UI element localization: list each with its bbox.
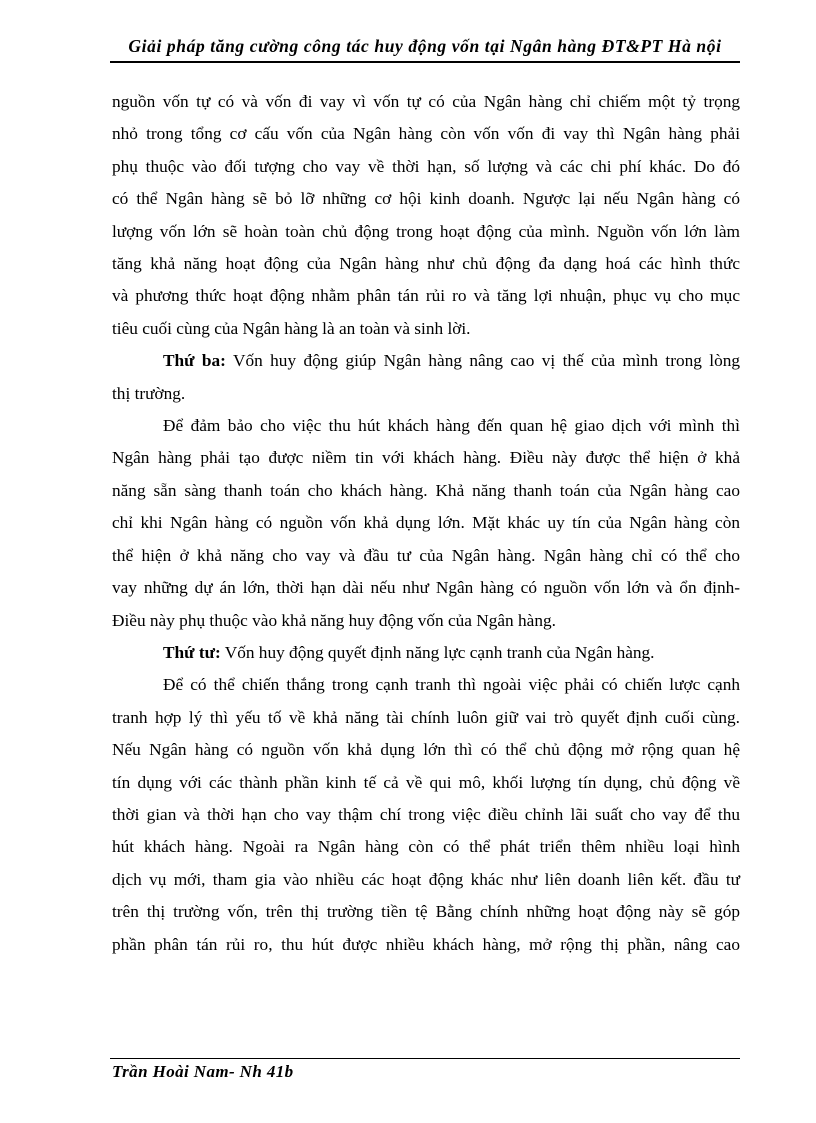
text-line xyxy=(112,345,740,377)
text-line: tăng khả năng hoạt động của Ngân hàng như chủ động đa dạng hoá các hình thức xyxy=(112,254,740,274)
text-line: Để đảm bảo cho việc thu hút khách hàng đến quan hệ giao dịch với mình thì xyxy=(163,416,740,436)
text-line: tiêu cuối cùng của Ngân hàng là an toàn và sinh lời. xyxy=(112,318,471,338)
text-line: nhỏ trong tổng cơ cấu vốn của Ngân hàng còn vốn vốn đi vay thì Ngân hàng phải xyxy=(112,124,740,144)
text-line: lượng vốn lớn sẽ hoàn toàn chủ động trong hoạt động của mình. Nguồn vốn lớn làm xyxy=(112,221,740,241)
heading-label-thu-tu: Thứ tư: xyxy=(163,642,221,662)
text-line: thị trường. xyxy=(112,383,186,403)
page-header-title: Giải pháp tăng cường công tác huy động vốn tại Ngân hàng ĐT&PT Hà nội xyxy=(128,36,722,56)
text-line: Nếu Ngân hàng có nguồn vốn khả dụng lớn thì có thể chủ động mở rộng quan hệ xyxy=(112,740,740,760)
text-line: và phương thức hoạt động nhằm phân tán rủi ro và tăng lợi nhuận, phục vụ cho mục xyxy=(112,286,740,306)
footer-divider xyxy=(110,1058,740,1059)
text-line: Điều này phụ thuộc vào khả năng huy động vốn của Ngân hàng. xyxy=(112,610,556,630)
text-line: tranh hợp lý thì yếu tố về khả năng tài chính luôn giữ vai trò quyết định cuối cùng. xyxy=(112,707,740,727)
paragraph-1 xyxy=(112,86,740,345)
paragraph-3 xyxy=(112,410,740,637)
text-line: nguồn vốn tự có và vốn đi vay vì vốn tự có của Ngân hàng chỉ chiếm một tỷ trọng xyxy=(112,92,740,111)
text-line: năng sẵn sàng thanh toán cho khách hàng. Khả năng thanh toán của Ngân hàng cao xyxy=(112,480,740,500)
text-line: có thể Ngân hàng sẽ bỏ lỡ những cơ hội kinh doanh. Ngược lại nếu Ngân hàng có xyxy=(112,189,740,209)
text-line: vay những dự án lớn, thời hạn dài nếu như Ngân hàng có nguồn vốn lớn và ổn định- xyxy=(112,578,740,598)
text-line: dịch vụ mới, tham gia vào nhiều các hoạt động khác như liên doanh liên kết. đầu tư xyxy=(112,869,740,889)
text-line xyxy=(112,637,740,669)
paragraph-text: Vốn huy động giúp Ngân hàng nâng cao vị thế của mình trong lòng xyxy=(225,351,740,371)
paragraph-2 xyxy=(112,345,740,410)
paragraph-4 xyxy=(112,637,740,669)
heading-label-thu-ba: Thứ ba: xyxy=(163,351,226,371)
text-line: phụ thuộc vào đối tượng cho vay về thời hạn, số lượng và các chi phí khác. Do đó xyxy=(112,156,740,176)
text-line: thời gian và thời hạn cho vay thậm chí trong việc điều chỉnh lãi suất cho vay để thu xyxy=(112,804,740,824)
text-line: thể hiện ở khả năng cho vay và đầu tư của Ngân hàng. Ngân hàng chỉ có thể cho xyxy=(112,545,740,565)
text-line: chỉ khi Ngân hàng có nguồn vốn khả dụng lớn. Mặt khác uy tín của Ngân hàng còn xyxy=(112,513,740,533)
text-line: phần phân tán rủi ro, thu hút được nhiều khách hàng, mở rộng thị phần, nâng cao xyxy=(112,934,740,954)
paragraph-5 xyxy=(112,669,740,961)
text-line: trên thị trường vốn, trên thị trường tiền tệ Bằng chính những hoạt động này sẽ góp xyxy=(112,902,740,922)
text-line: hút khách hàng. Ngoài ra Ngân hàng còn có thể phát triển thêm nhiều loại hình xyxy=(112,837,740,857)
text-line: Để có thể chiến thắng trong cạnh tranh thì ngoài việc phải có chiến lược cạnh xyxy=(163,675,740,695)
header-divider xyxy=(110,61,740,63)
document-body xyxy=(112,86,740,961)
text-line: tín dụng với các thành phần kinh tế cả về qui mô, khối lượng tín dụng, chủ động về xyxy=(112,772,740,792)
text-line: Ngân hàng phải tạo được niềm tin với khách hàng. Điều này được thể hiện ở khả xyxy=(112,448,740,468)
footer-author: Trần Hoài Nam- Nh 41b xyxy=(112,1062,294,1081)
paragraph-text: Vốn huy động quyết định năng lực cạnh tranh của Ngân hàng. xyxy=(220,642,655,662)
